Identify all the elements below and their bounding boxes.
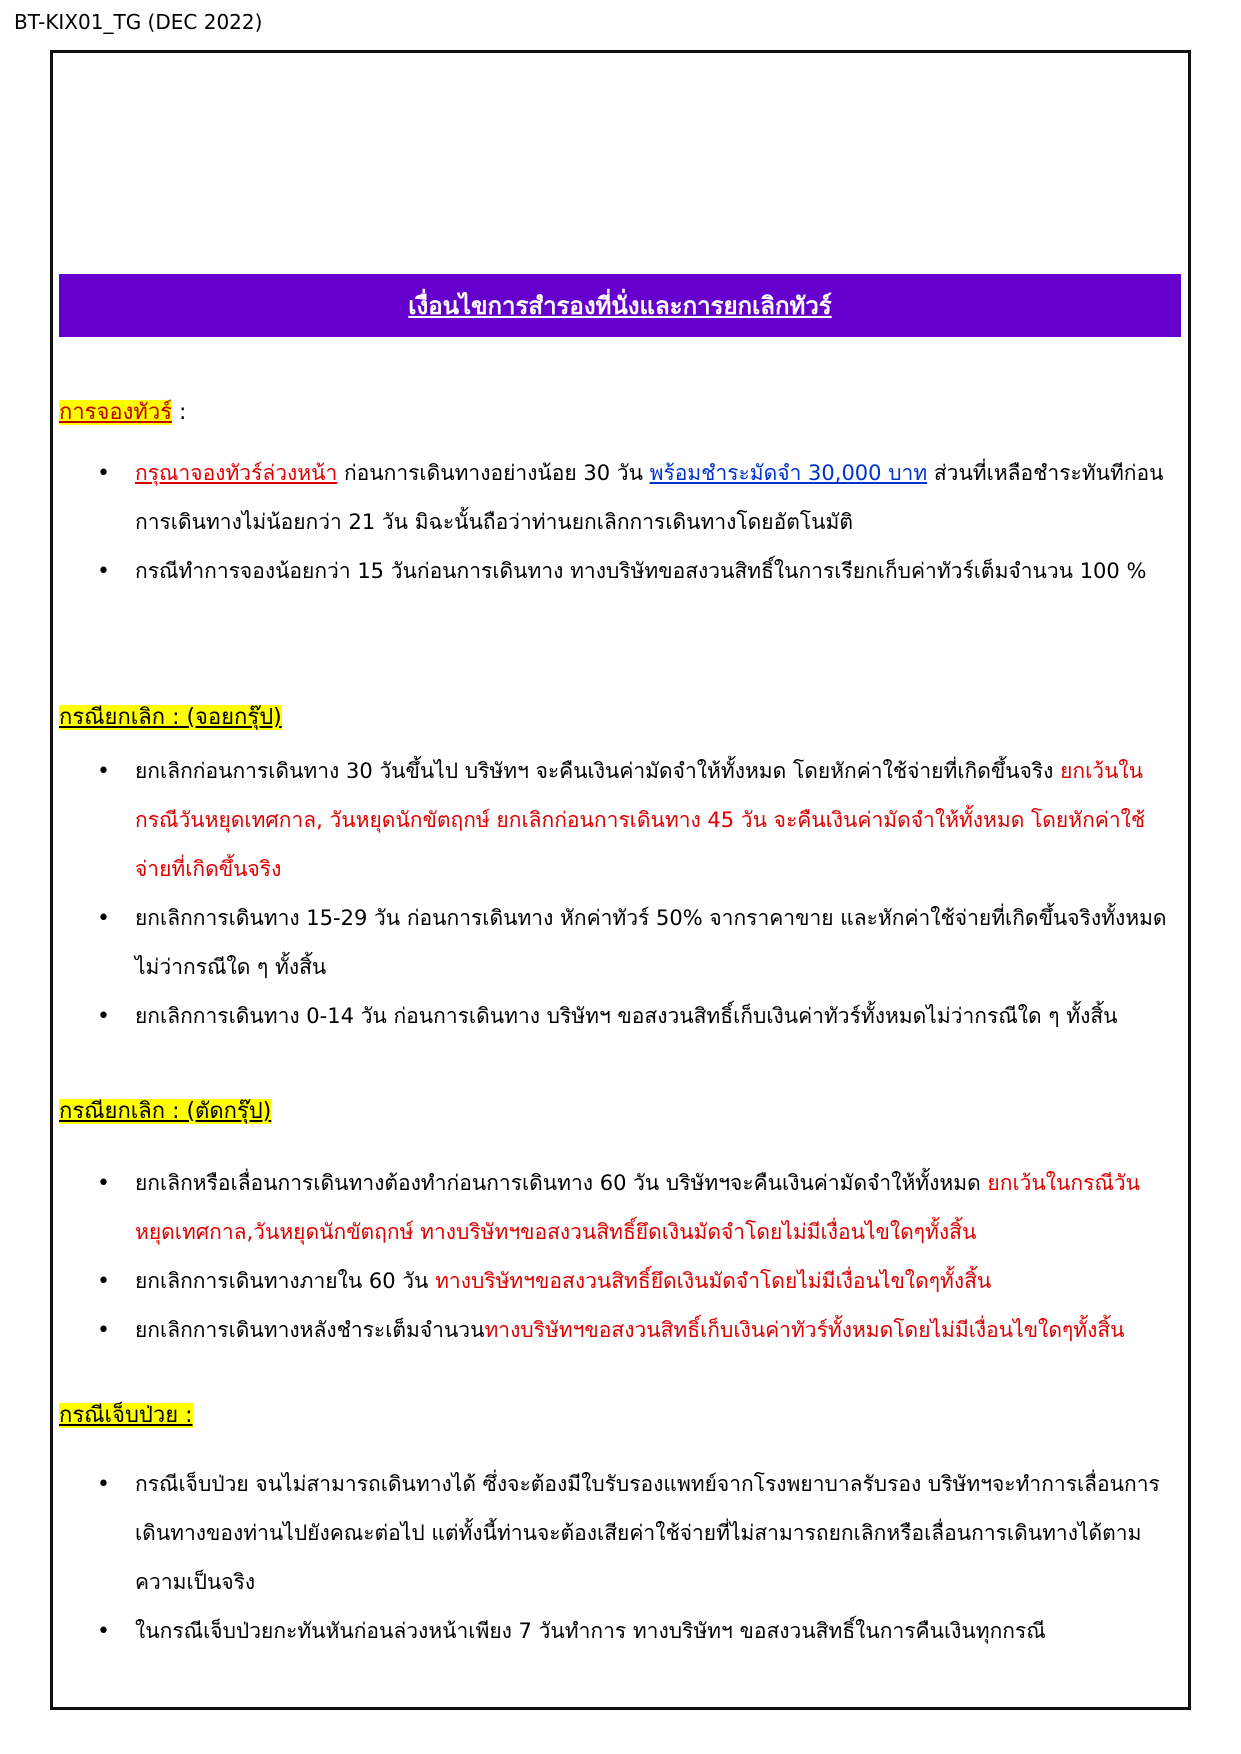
cancel-group-heading [59,1093,271,1128]
cancel-group-text-1: ยกเลิกหรือเลื่อนการเดินทางต้องทำก่อนการเดินทาง 60 วัน บริษัทฯจะคืนเงินค่ามัดจำให้ทั้งหมด [135,1171,988,1195]
cancel-group-text-1-red: ยกเว้นในกรณีวันหยุดเทศกาล,วันหยุดนักขัตฤกษ์ ทางบริษัทฯขอสงวนสิทธิ์ยึดเงินมัดจำโดยไม่มีเงื่อนไขใดๆทั้งสิ้น [135,1171,1140,1244]
booking-text-end: ส่วนที่เหลือชำระทันทีก่อนการเดินทางไม่น้อยกว่า 21 วัน มิฉะนั้นถือว่าท่านยกเลิกการเดินทางโดยอัตโนมัติ [135,461,1164,534]
cancel-group-text-3-red: ทางบริษัทฯขอสงวนสิทธิ์เก็บเงินค่าทัวร์ทั้งหมดโดยไม่มีเงื่อนไขใดๆทั้งสิ้น [484,1318,1125,1342]
booking-heading-label: การจองทัวร์ [59,400,173,425]
list-item [53,992,1181,1041]
list-item [53,894,1181,992]
list-item [53,747,1181,894]
cancel-join-text-3: ยกเลิกการเดินทาง 0-14 วัน ก่อนการเดินทาง บริษัทฯ ขอสงวนสิทธิ์เก็บเงินค่าทัวร์ทั้งหมดไม่ว่ากรณีใด ๆ ทั้งสิ้น [135,1004,1118,1028]
book-early-text: กรุณาจองทัวร์ล่วงหน้า [135,461,338,485]
document-code: BT-KIX01_TG (DEC 2022) [14,10,263,34]
cancel-join-heading [59,699,282,734]
booking-heading [59,394,186,429]
cancel-group-text-2-red: ทางบริษัทฯขอสงวนสิทธิ์ยึดเงินมัดจำโดยไม่มีเงื่อนไขใดๆทั้งสิ้น [435,1269,992,1293]
list-item [53,1607,1181,1656]
booking-heading-suffix: : [172,400,187,425]
list-item [53,1257,1181,1306]
cancel-group-heading-label: กรณียกเลิก : (ตัดกรุ๊ป) [59,1099,272,1124]
illness-list [53,1460,1181,1656]
title-banner [59,274,1181,337]
list-item [53,547,1181,596]
illness-text-2: ในกรณีเจ็บป่วยกะทันหันก่อนล่วงหน้าเพียง 7 วันทำการ ทางบริษัทฯ ขอสงวนสิทธิ์ในการคืนเงินทุกกรณี [135,1619,1046,1643]
banner-title: เงื่อนไขการสำรองที่นั่งและการยกเลิกทัวร์ [408,292,832,320]
booking-text-mid: ก่อนการเดินทางอย่างน้อย 30 วัน [337,461,650,485]
list-item [53,1460,1181,1607]
booking-list [53,449,1181,596]
booking-text-2: กรณีทำการจองน้อยกว่า 15 วันก่อนการเดินทาง ทางบริษัทขอสงวนสิทธิ์ในการเรียกเก็บค่าทัวร์เต็มจำนวน 100 % [135,559,1147,583]
cancel-join-text-1: ยกเลิกก่อนการเดินทาง 30 วันขึ้นไป บริษัทฯ จะคืนเงินค่ามัดจำให้ทั้งหมด โดยหักค่าใช้จ่ายที่เกิดขึ้นจริง [135,759,1061,783]
cancel-join-text-2: ยกเลิกการเดินทาง 15-29 วัน ก่อนการเดินทาง หักค่าทัวร์ 50% จากราคาขาย และหักค่าใช้จ่ายที่เกิดขึ้นจริงทั้งหมดไม่ว่ากรณีใด ๆ ทั้งสิ้น [135,906,1167,979]
illness-heading [59,1397,193,1432]
list-item [53,1159,1181,1257]
cancel-join-heading-label: กรณียกเลิก : (จอยกรุ๊ป) [59,705,282,730]
conditions-frame [50,50,1191,1710]
list-item [53,1306,1181,1355]
deposit-text: พร้อมชำระมัดจำ 30,000 บาท [649,461,928,485]
cancel-group-text-2: ยกเลิกการเดินทางภายใน 60 วัน [135,1269,436,1293]
cancel-join-list [53,747,1181,1041]
cancel-group-text-3: ยกเลิกการเดินทางหลังชำระเต็มจำนวน [135,1318,485,1342]
list-item [53,449,1181,547]
illness-heading-label: กรณีเจ็บป่วย : [59,1403,193,1428]
illness-text-1: กรณีเจ็บป่วย จนไม่สามารถเดินทางได้ ซึ่งจะต้องมีใบรับรองแพทย์จากโรงพยาบาลรับรอง บริษัทฯจะทำการเลื่อนการเดินทางของท่านไปยังคณะต่อไป แต่ทั้งนี้ท่านจะต้องเสียค่าใช้จ่ายที่ไม่สามารถยกเลิกหรือเลื่อนการเดินทางได้ตามความเป็นจริง [135,1472,1160,1594]
cancel-group-list [53,1159,1181,1355]
cancel-join-text-1-red: ยกเว้นในกรณีวันหยุดเทศกาล, วันหยุดนักขัตฤกษ์ ยกเลิกก่อนการเดินทาง 45 วัน จะคืนเงินค่ามัดจำให้ทั้งหมด โดยหักค่าใช้จ่ายที่เกิดขึ้นจริง [135,759,1146,881]
